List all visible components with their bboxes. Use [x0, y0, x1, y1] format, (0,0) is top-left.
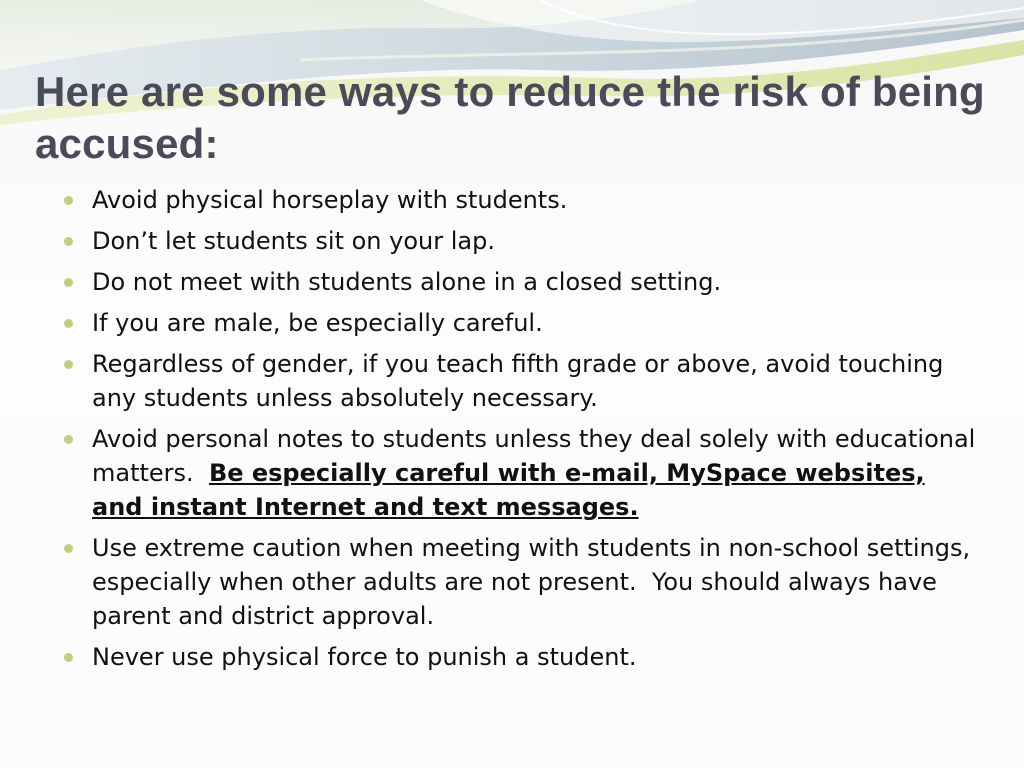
bullet-text: Never use physical force to punish a student.: [92, 643, 637, 671]
bullet-dot-icon: [64, 360, 73, 369]
bullet-text: Use extreme caution when meeting with students in non-school settings, especially when other adults are not present. You should always have parent and district approval.: [92, 534, 978, 630]
bullet-dot-icon: [64, 653, 73, 662]
slide-title: Here are some ways to reduce the risk of being accused:: [35, 68, 985, 167]
bullet-text: Avoid physical horseplay with students.: [92, 186, 568, 214]
bullet-dot-icon: [64, 196, 73, 205]
bullet-dot-icon: [64, 237, 73, 246]
bullet-item: [62, 306, 982, 340]
bullet-item: [62, 265, 982, 299]
bullet-text: Do not meet with students alone in a closed setting.: [92, 268, 722, 296]
bullet-item: [62, 183, 982, 217]
bullet-dot-icon: [64, 544, 73, 553]
bullet-text: If you are male, be especially careful.: [92, 309, 543, 337]
bullet-dot-icon: [64, 319, 73, 328]
bullet-text: Regardless of gender, if you teach fifth grade or above, avoid touching any students unless absolutely necessary.: [92, 350, 944, 412]
bullet-emphasis-text: Be especially careful with e-mail, MySpace websites, and instant Internet and text messages.: [92, 459, 925, 521]
bullet-dot-icon: [64, 435, 73, 444]
bullet-item: [62, 640, 982, 674]
bullet-item: [62, 531, 982, 633]
bullet-item: [62, 422, 982, 524]
bullet-text: Avoid personal notes to students unless they deal solely with educational matters.: [92, 425, 983, 487]
bullet-dot-icon: [64, 278, 73, 287]
bullet-item: [62, 224, 982, 258]
bullet-item: [62, 347, 982, 415]
bullet-list: [62, 183, 982, 681]
bullet-text: Don’t let students sit on your lap.: [92, 227, 495, 255]
